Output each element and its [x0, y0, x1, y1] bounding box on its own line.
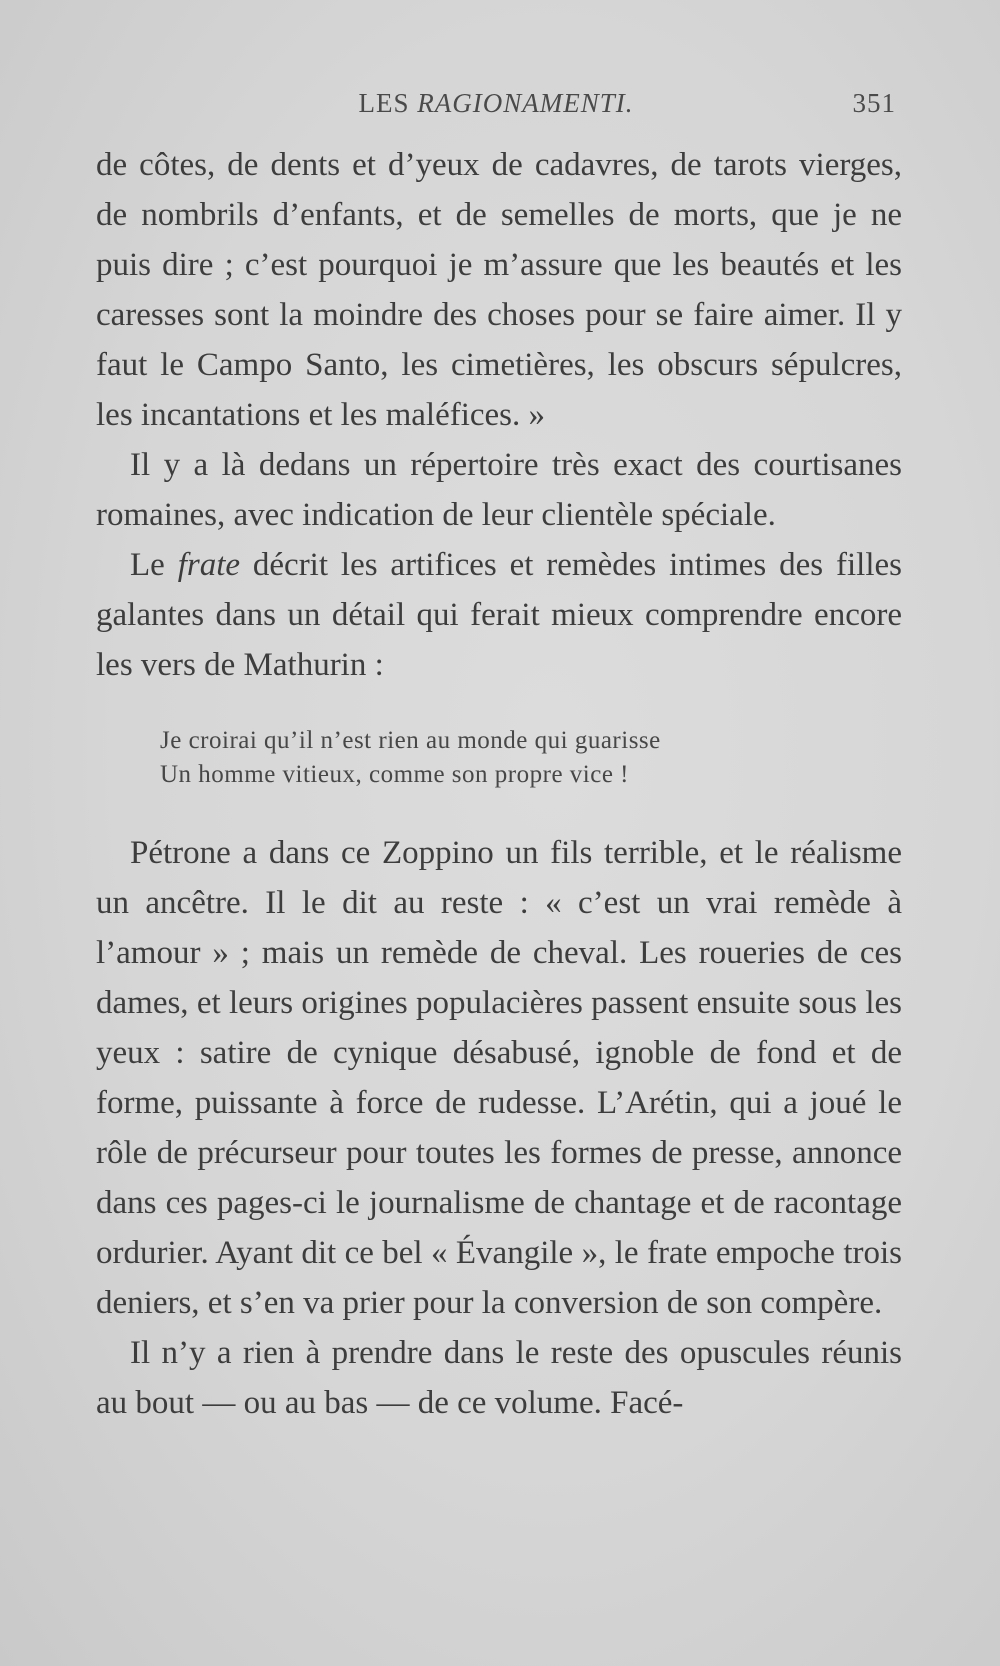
running-title: [96, 88, 896, 119]
running-title-italic: RAGIONAMENTI.: [417, 88, 634, 118]
running-title-prefix: LES: [358, 88, 418, 118]
paragraph-3-rest: décrit les artifices et remèdes intimes des filles galantes dans un détail qui ferait mieux comprendre encore les vers de Mathurin :: [96, 547, 902, 683]
paragraph-3-start: Le: [130, 547, 178, 583]
paragraph-5: Il n’y a rien à prendre dans le reste des opuscules réunis au bout — ou au bas — de ce volume. Facé-: [96, 1335, 902, 1421]
verse-line-1: Je croirai qu’il n’est rien au monde qui guarisse: [160, 727, 661, 754]
paragraph-2: Il y a là dedans un répertoire très exact des courtisanes romaines, avec indication de leur clientèle spéciale.: [96, 447, 902, 533]
running-head: [96, 88, 896, 128]
body-text: [96, 140, 902, 1428]
paragraph-1: de côtes, de dents et d’yeux de cadavres, de tarots vierges, de nombrils d’enfants, et de semelles de morts, que je ne puis dire ; c’est pourquoi je m’assure que les beautés et les caresses sont la moindre des choses pour se faire aimer. Il y faut le Campo Santo, les cimetières, les obscurs sépulcres, les incantations et les maléfices. »: [96, 147, 902, 433]
italic-frate: frate: [177, 547, 241, 583]
verse-quote: [160, 724, 902, 792]
paragraph-4: Pétrone a dans ce Zoppino un fils terrible, et le réalisme un ancêtre. Il le dit au reste : « c’est un vrai remède à l’amour » ; mais un remède de cheval. Les roueries de ces dames, et leurs origines populacières passent ensuite sous les yeux : satire de cynique désabusé, ignoble de fond et de forme, puissante à force de rudesse. L’Arétin, qui a joué le rôle de précurseur pour toutes les formes de presse, annonce dans ces pages-ci le journalisme de chantage et de racontage ordurier. Ayant dit ce bel « Évangile », le frate empoche trois deniers, et s’en va prier pour la conversion de son compère.: [96, 835, 902, 1321]
verse-line-2: Un homme vitieux, comme son propre vice !: [160, 761, 629, 788]
paragraph-3: [96, 540, 902, 690]
page-number: 351: [852, 88, 896, 118]
